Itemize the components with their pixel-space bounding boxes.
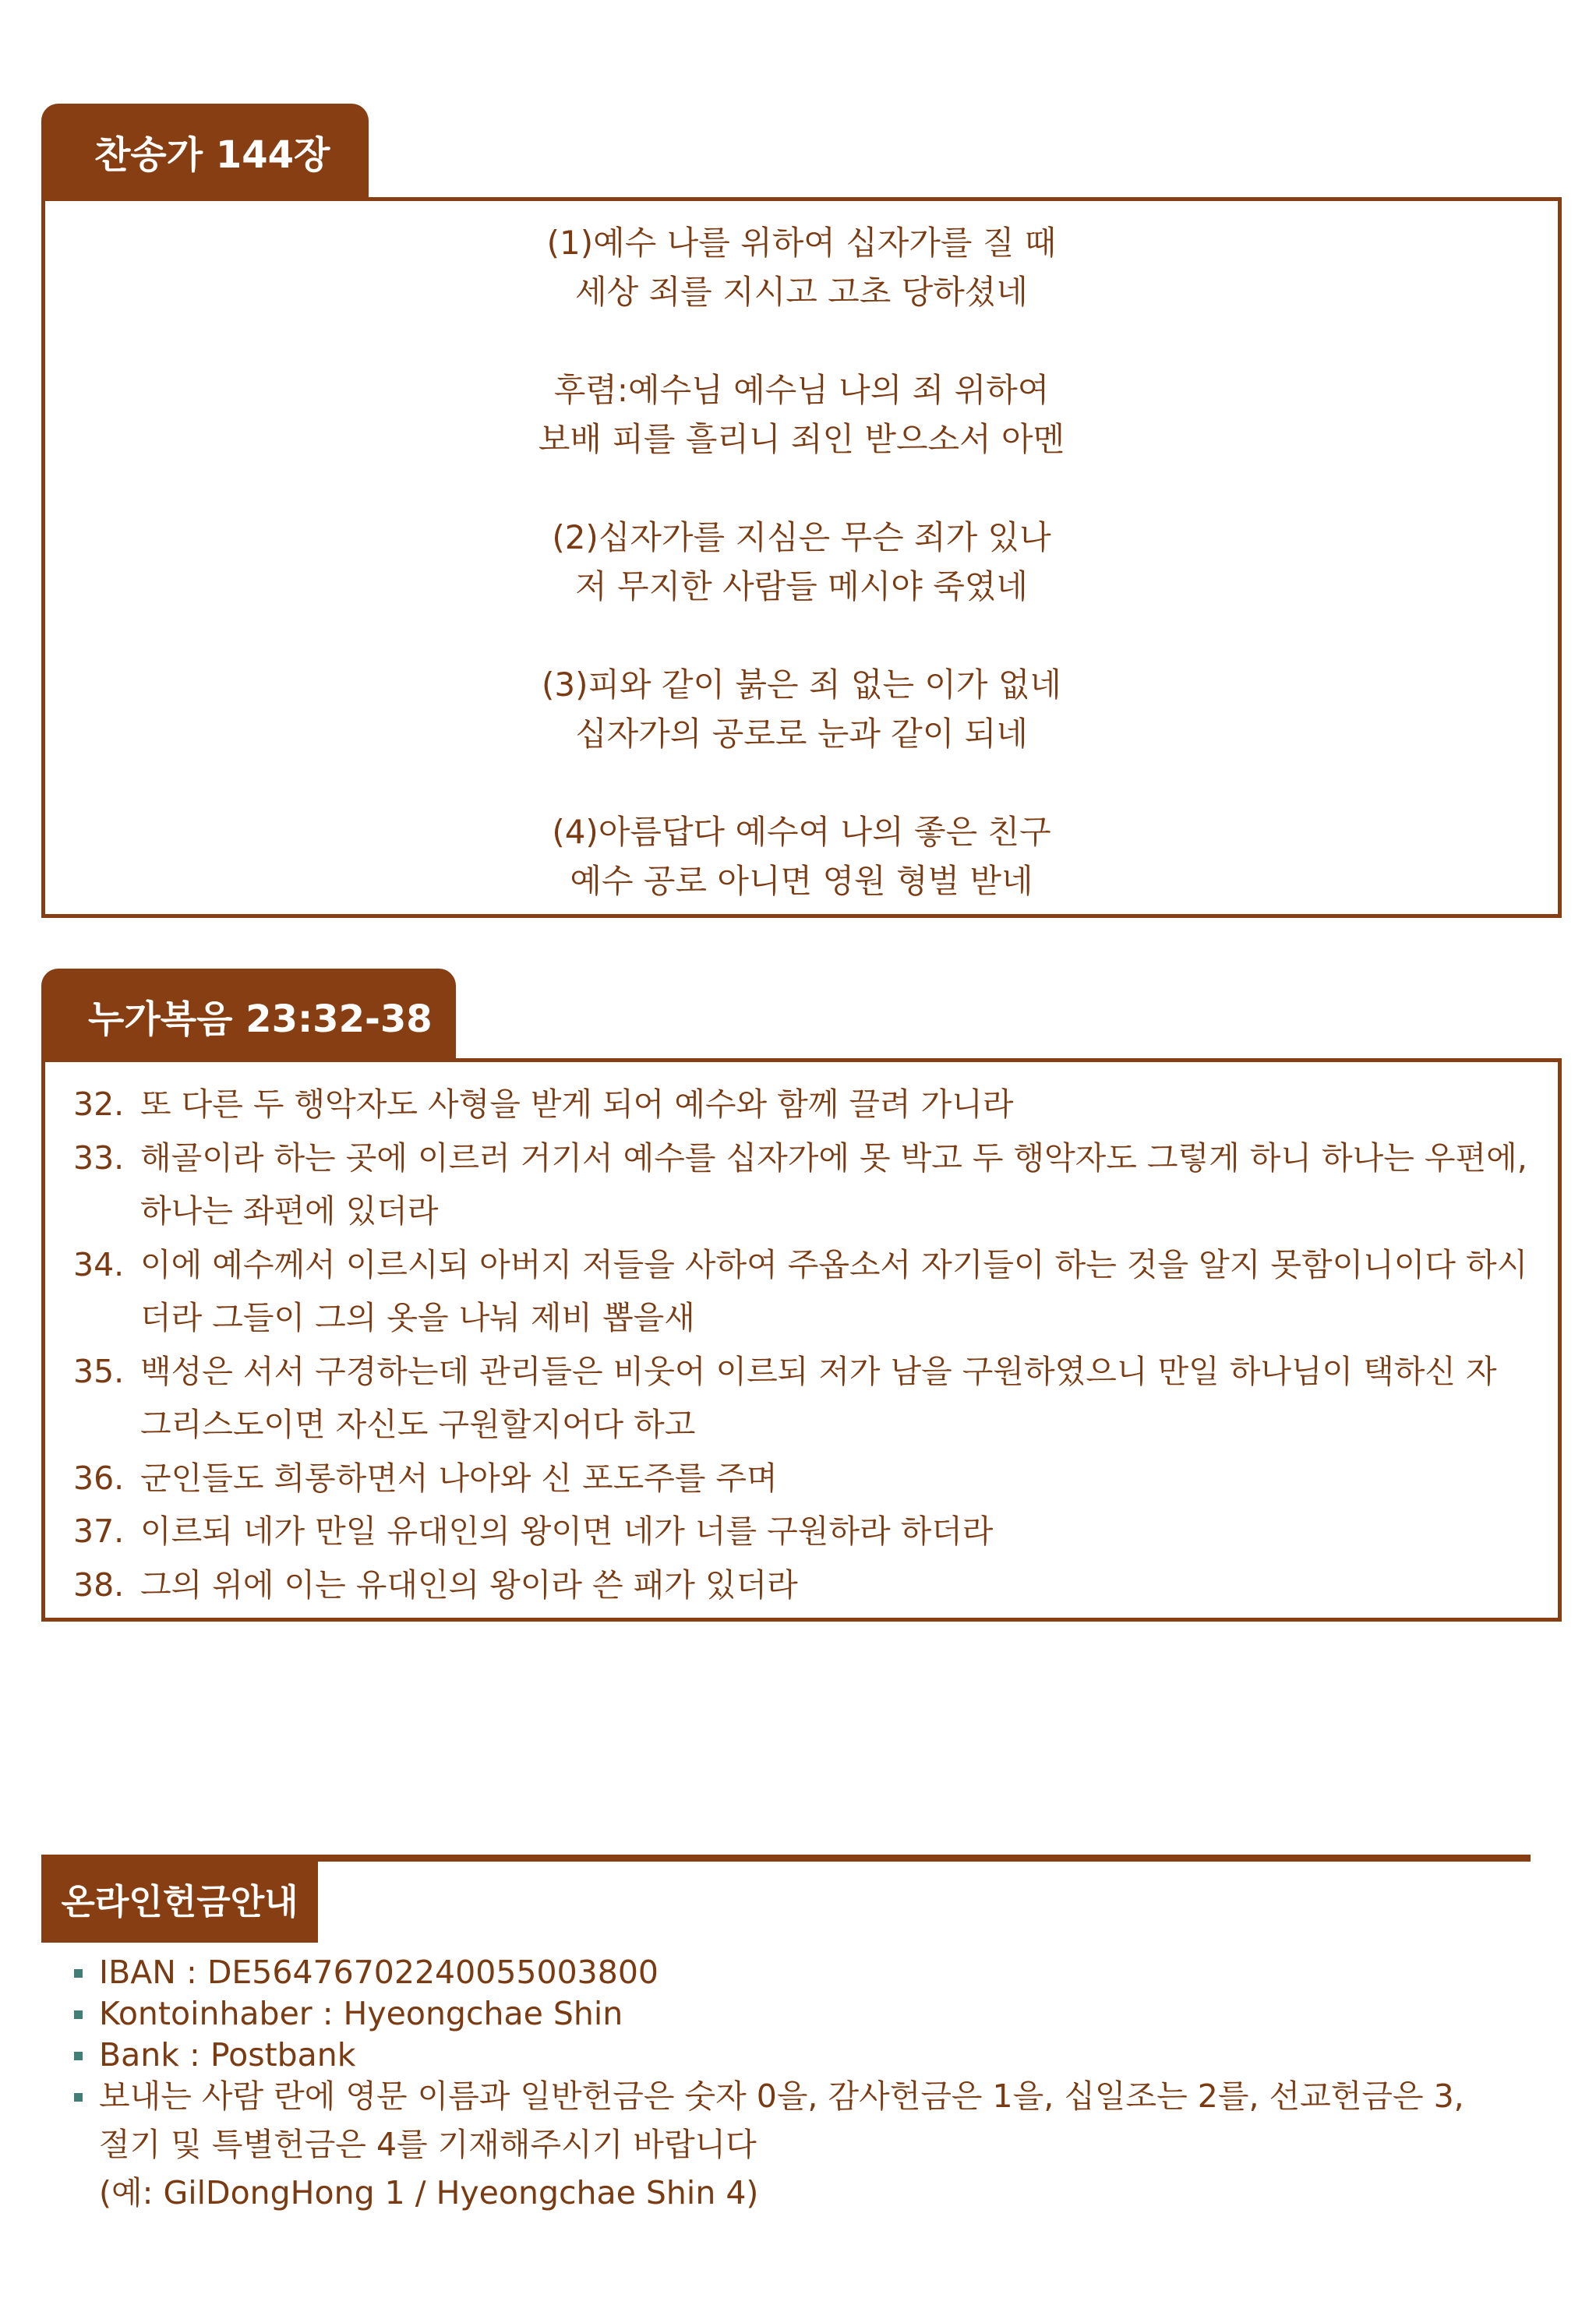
verse-item <box>73 1078 1534 1131</box>
verse-item <box>73 1558 1534 1612</box>
verse-number: 36. <box>73 1459 125 1497</box>
verse-list <box>73 1078 1534 1611</box>
offering-example: (예: GilDongHong 1 / Hyeongchae Shin 4) <box>99 2174 759 2211</box>
hymn-stanza <box>45 660 1558 758</box>
verse-line: 백성은 서서 구경하는데 관리들은 비웃어 이르되 저가 남을 구원하였으니 만일 하나님이 택하신 자 <box>140 1352 1497 1390</box>
lyric-line: 저 무지한 사람들 메시야 죽였네 <box>575 567 1028 605</box>
verse-number: 33. <box>73 1138 125 1177</box>
hymn-title: 찬송가 144장 <box>94 132 330 177</box>
offering-bank <box>72 2035 1553 2076</box>
lyric-line: 보배 피를 흘리니 죄인 받으소서 아멘 <box>538 420 1065 458</box>
verse-line: 또 다른 두 행악자도 사형을 받게 되어 예수와 함께 끌려 가니라 <box>140 1085 1014 1123</box>
square-bullet-icon <box>74 1969 83 1978</box>
verse-text <box>140 1238 1534 1345</box>
lyric-line: 후렴:예수님 예수님 나의 죄 위하여 <box>553 371 1050 409</box>
verse-item <box>73 1131 1534 1238</box>
verse-item <box>73 1505 1534 1558</box>
scripture-box <box>41 1058 1562 1622</box>
offering-line: 절기 및 특별헌금은 4를 기재해주시기 바랍니다 <box>99 2126 757 2163</box>
verse-line: 그리스도이면 자신도 구원할지어다 하고 <box>140 1406 696 1443</box>
hymn-stanza <box>45 807 1558 905</box>
verse-text <box>140 1131 1534 1238</box>
verse-number: 34. <box>73 1245 125 1283</box>
square-bullet-icon <box>74 2010 83 2019</box>
lyric-line: 세상 죄를 지시고 고초 당하셨네 <box>575 273 1028 311</box>
offering-info-list <box>72 1952 1553 2214</box>
verse-number: 38. <box>73 1565 125 1604</box>
verse-text <box>140 1505 1534 1558</box>
verse-item <box>73 1238 1534 1345</box>
verse-number: 37. <box>73 1513 125 1550</box>
lyric-line: (4)아름답다 예수여 나의 좋은 친구 <box>552 813 1051 851</box>
lyric-line: 십자가의 공로로 눈과 같이 되네 <box>575 715 1028 753</box>
offering-iban <box>72 1952 1553 1993</box>
verse-number: 35. <box>73 1352 125 1390</box>
offering-line: Bank : Postbank <box>99 2036 356 2074</box>
hymn-lyrics <box>45 218 1558 905</box>
offering-section-tab <box>41 1855 318 1943</box>
verse-text <box>140 1452 1534 1505</box>
hymn-refrain <box>45 365 1558 464</box>
square-bullet-icon <box>74 2052 83 2060</box>
verse-line: 이에 예수께서 이르시되 아버지 저들을 사하여 주옵소서 자기들이 하는 것을 알지 못함이니이다 하시 <box>140 1245 1528 1283</box>
lyric-line: (2)십자가를 지심은 무슨 죄가 있나 <box>552 518 1051 556</box>
offering-instructions <box>72 2076 1553 2214</box>
hymn-stanza <box>45 218 1558 316</box>
verse-line: 이르되 네가 만일 유대인의 왕이면 네가 너를 구원하라 하더라 <box>140 1513 994 1550</box>
verse-item <box>73 1452 1534 1505</box>
lyric-line: (1)예수 나를 위하여 십자가를 질 때 <box>546 224 1057 262</box>
verse-item <box>73 1345 1534 1452</box>
verse-line: 군인들도 희롱하면서 나아와 신 포도주를 주며 <box>140 1459 778 1497</box>
hymn-lyrics-box <box>41 197 1562 918</box>
verse-line: 더라 그들이 그의 옷을 나눠 제비 뽑을새 <box>140 1299 695 1336</box>
offering-title: 온라인헌금안내 <box>61 1881 298 1922</box>
hymn-stanza <box>45 513 1558 611</box>
offering-line: IBAN : DE56476702240055003800 <box>99 1954 659 1991</box>
scripture-section-tab <box>41 969 456 1062</box>
lyric-line: 예수 공로 아니면 영원 형벌 받네 <box>570 862 1033 900</box>
offering-line: Kontoinhaber : Hyeongchae Shin <box>99 1995 623 2032</box>
verse-text <box>140 1558 1534 1612</box>
offering-account-holder <box>72 1993 1553 2035</box>
lyric-line: (3)피와 같이 붉은 죄 없는 이가 없네 <box>541 665 1062 704</box>
square-bullet-icon <box>74 2093 83 2102</box>
hymn-section-tab <box>41 104 369 199</box>
offering-divider <box>318 1855 1531 1862</box>
verse-text <box>140 1345 1534 1452</box>
verse-line: 그의 위에 이는 유대인의 왕이라 쓴 패가 있더라 <box>140 1565 798 1604</box>
verse-line: 해골이라 하는 곳에 이르러 거기서 예수를 십자가에 못 박고 두 행악자도 그렇게 하니 하나는 우편에, <box>140 1138 1527 1177</box>
scripture-title: 누가복음 23:32-38 <box>88 997 433 1041</box>
offering-line: 보내는 사람 란에 영문 이름과 일반헌금은 숫자 0을, 감사헌금은 1을, 십일조는 2를, 선교헌금은 3, <box>99 2077 1464 2115</box>
verse-number: 32. <box>73 1085 125 1123</box>
verse-text <box>140 1078 1534 1131</box>
verse-line: 하나는 좌편에 있더라 <box>140 1192 439 1230</box>
